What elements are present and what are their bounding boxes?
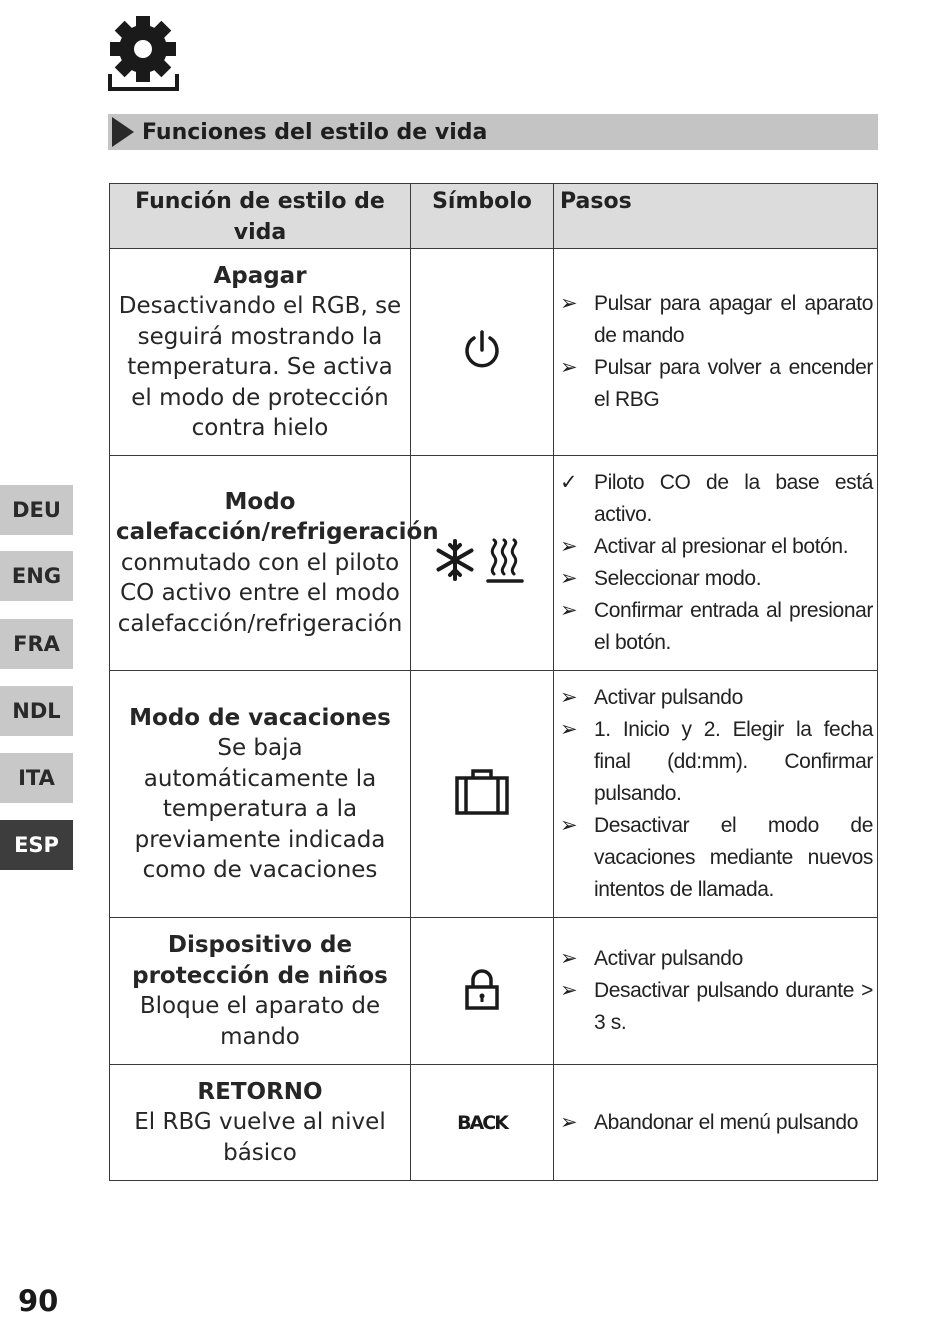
function-title: Modo calefacción/refrigeración <box>116 488 439 546</box>
step-item: ➢ Desactivar el modo de vacaciones mediante nuevos intentos de llamada. <box>558 810 873 906</box>
arrow-bullet-icon: ➢ <box>560 356 578 379</box>
back-icon: BACK <box>457 1111 507 1134</box>
gear-settings-icon <box>108 16 180 92</box>
arrow-bullet-icon: ➢ <box>560 947 578 970</box>
step-item: ➢ Desactivar pulsando durante > 3 s. <box>558 975 873 1039</box>
lang-tab-ndl[interactable]: NDL <box>0 686 73 736</box>
steps-cell <box>554 671 878 918</box>
table-header-row <box>110 184 878 249</box>
triangle-marker-icon <box>112 117 134 147</box>
lang-tab-ita[interactable]: ITA <box>0 753 73 803</box>
check-bullet-icon: ✓ <box>560 471 578 494</box>
table-row <box>110 456 878 671</box>
lifestyle-functions-table <box>109 183 878 1181</box>
function-cell <box>110 1065 411 1181</box>
function-description: Bloque el aparato de mando <box>139 993 381 1050</box>
step-item: ➢ Confirmar entrada al presionar el botón. <box>558 595 873 659</box>
column-header-symbol: Símbolo <box>411 184 554 249</box>
column-header-steps: Pasos <box>554 184 878 249</box>
section-title: Funciones del estilo de vida <box>142 119 488 145</box>
table-row <box>110 249 878 456</box>
section-header <box>108 114 878 150</box>
function-title: Dispositivo de protección de niños <box>132 932 388 989</box>
function-cell <box>110 456 439 671</box>
symbol-cell <box>411 918 554 1065</box>
arrow-bullet-icon: ➢ <box>560 1110 578 1134</box>
steps-cell <box>554 918 878 1065</box>
function-title: Apagar <box>213 262 307 289</box>
page-number: 90 <box>18 1284 59 1318</box>
step-item: ➢ Pulsar para apagar el aparato de mando <box>558 288 873 352</box>
symbol-cell <box>411 671 554 918</box>
arrow-bullet-icon: ➢ <box>560 718 578 741</box>
step-item: ➢ Abandonar el menú pulsando <box>558 1107 873 1139</box>
arrow-bullet-icon: ➢ <box>560 292 578 315</box>
function-description: Desactivando el RGB, se seguirá mostrando la temperatura. Se activa el modo de protección contra hielo <box>118 293 402 441</box>
symbol-cell <box>411 249 554 456</box>
steps-cell <box>554 456 878 671</box>
steps-cell <box>554 249 878 456</box>
lang-tab-eng[interactable]: ENG <box>0 551 73 601</box>
lang-tab-fra[interactable]: FRA <box>0 619 73 669</box>
arrow-bullet-icon: ➢ <box>560 599 578 622</box>
function-title: RETORNO <box>197 1078 323 1105</box>
function-cell <box>110 249 411 456</box>
symbol-cell <box>411 1065 554 1181</box>
step-item: ➢ Activar al presionar el botón. <box>558 531 873 563</box>
function-title: Modo de vacaciones <box>129 704 391 731</box>
table-row <box>110 918 878 1065</box>
column-header-function: Función de estilo de vida <box>110 184 411 249</box>
symbol-cell <box>411 456 554 671</box>
step-item: ➢ Activar pulsando <box>558 682 873 714</box>
arrow-bullet-icon: ➢ <box>560 535 578 558</box>
arrow-bullet-icon: ➢ <box>560 814 578 837</box>
arrow-bullet-icon: ➢ <box>560 567 578 590</box>
step-item: ✓ Piloto CO de la base está activo. <box>558 467 873 531</box>
function-description: Se baja automáticamente la temperatura a la previamente indicada como de vacaciones <box>134 735 386 883</box>
step-item: ➢ 1. Inicio y 2. Elegir la fecha final (dd:mm). Confirmar pulsando. <box>558 714 873 810</box>
table-row <box>110 671 878 918</box>
step-item: ➢ Activar pulsando <box>558 943 873 975</box>
arrow-bullet-icon: ➢ <box>560 686 578 709</box>
steps-cell <box>554 1065 878 1181</box>
function-cell <box>110 918 411 1065</box>
lang-tab-esp[interactable]: ESP <box>0 820 73 870</box>
function-description: El RBG vuelve al nivel básico <box>134 1109 386 1166</box>
snowflake-heat-icon <box>434 536 530 586</box>
function-description: conmutado con el piloto CO activo entre el modo calefacción/refrigeración <box>117 549 403 637</box>
suitcase-icon <box>454 768 510 816</box>
table-row <box>110 1065 878 1181</box>
step-item: ➢ Pulsar para volver a encender el RBG <box>558 352 873 416</box>
arrow-bullet-icon: ➢ <box>560 979 578 1002</box>
lang-tab-deu[interactable]: DEU <box>0 485 73 535</box>
lock-icon <box>464 967 500 1011</box>
function-cell <box>110 671 411 918</box>
step-item: ➢ Seleccionar modo. <box>558 563 873 595</box>
power-icon <box>460 328 504 372</box>
